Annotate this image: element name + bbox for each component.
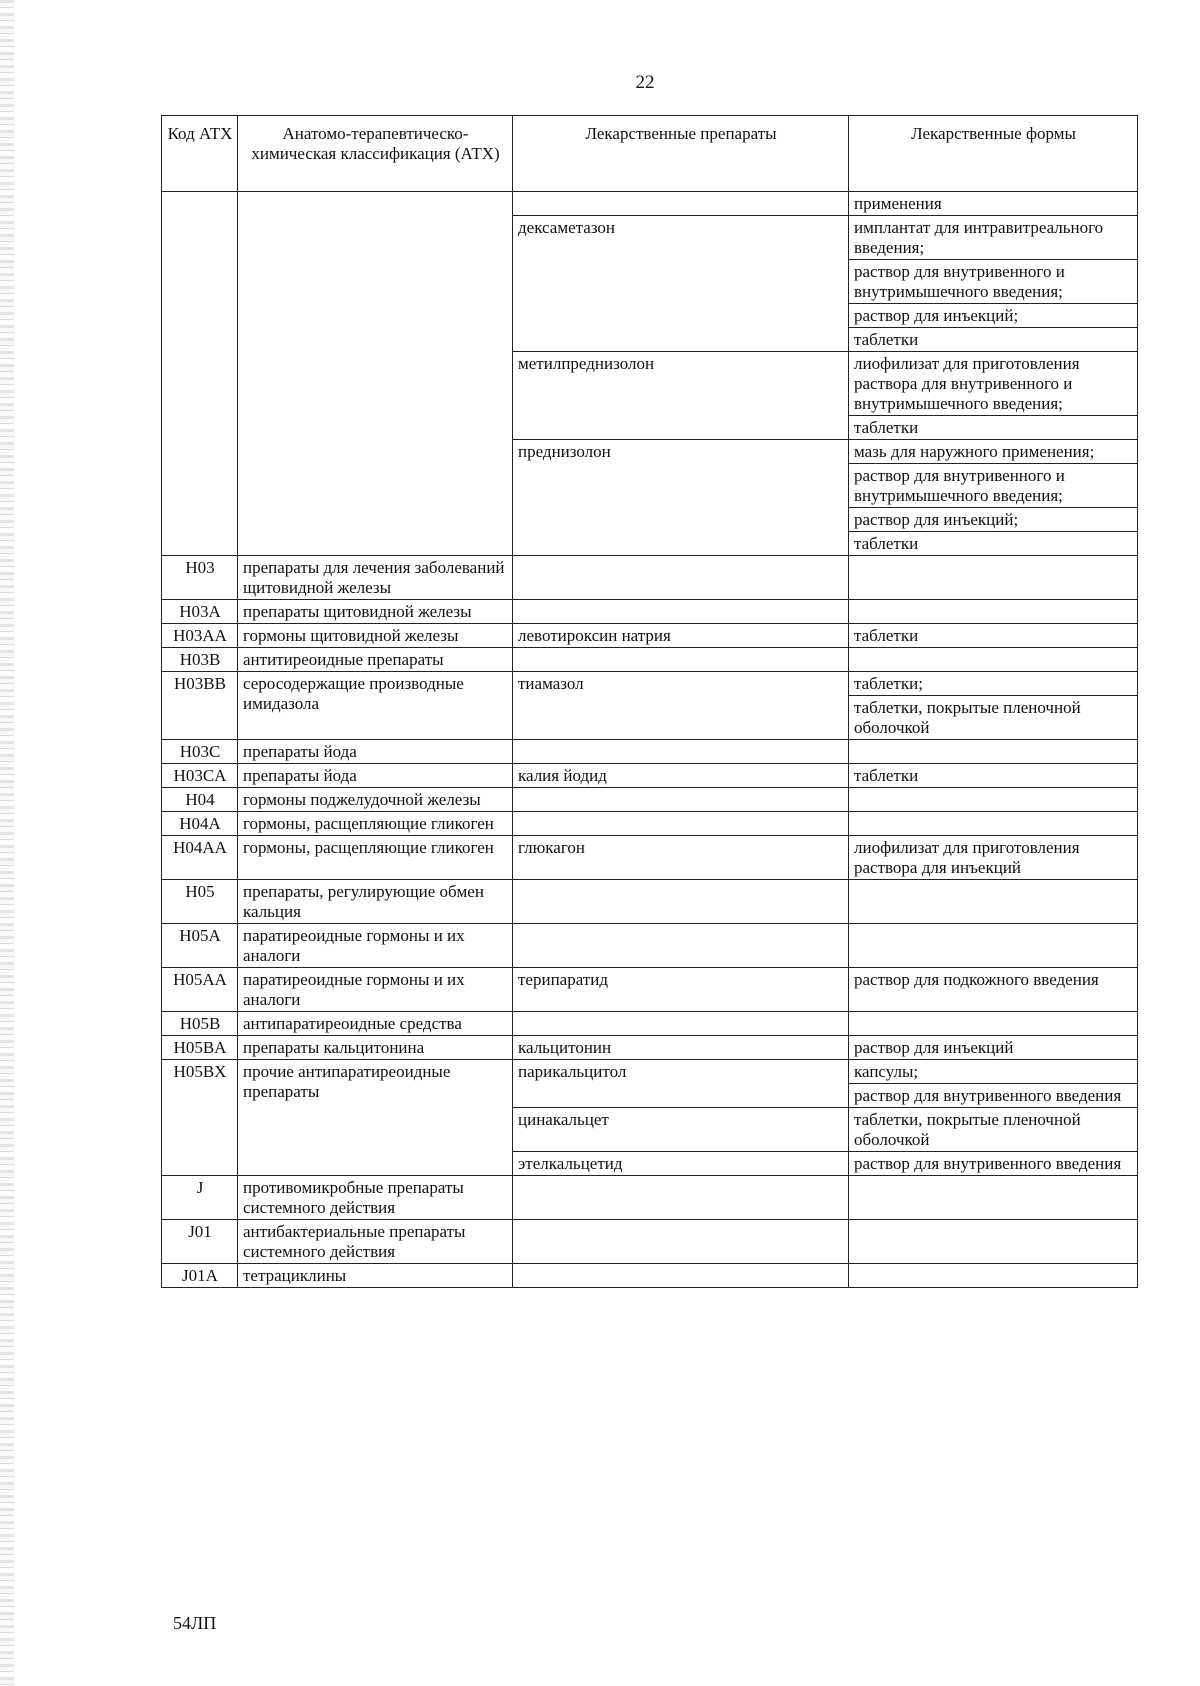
table-row [162,672,1138,696]
classification-cell: серосодержащие производные имидазола [238,672,513,740]
header-code: Код АТХ [162,116,238,192]
header-forms: Лекарственные формы [849,116,1138,192]
dosage-form-cell: таблетки [849,328,1138,352]
atx-code-cell: H05A [162,924,238,968]
page-number: 22 [635,72,655,93]
drug-cell: дексаметазон [513,216,849,352]
table-row [162,1220,1138,1264]
atx-table [161,115,1138,1288]
table-header-row [162,116,1138,192]
drug-cell: глюкагон [513,836,849,880]
atx-code-cell: H04A [162,812,238,836]
table-row [162,1264,1138,1288]
atx-code-cell: H05B [162,1012,238,1036]
dosage-form-cell: раствор для подкожного введения [849,968,1138,1012]
drug-cell: этелкальцетид [513,1152,849,1176]
dosage-form-cell: таблетки; [849,672,1138,696]
table-row [162,648,1138,672]
drug-cell [513,740,849,764]
dosage-form-cell: таблетки [849,532,1138,556]
drug-cell [513,880,849,924]
atx-code-cell: H03BB [162,672,238,740]
classification-cell [238,192,513,556]
header-classification: Анатомо-терапевтическо-химическая классификация (АТХ) [238,116,513,192]
table-row [162,556,1138,600]
table-row [162,924,1138,968]
atx-code-cell: H05 [162,880,238,924]
classification-cell: паратиреоидные гормоны и их аналоги [238,924,513,968]
classification-cell: препараты йода [238,764,513,788]
table-row [162,764,1138,788]
atx-code-cell: H04 [162,788,238,812]
dosage-form-cell [849,740,1138,764]
drug-cell: тиамазол [513,672,849,740]
atx-code-cell: H03AA [162,624,238,648]
dosage-form-cell: раствор для внутривенного введения [849,1084,1138,1108]
dosage-form-cell: таблетки [849,416,1138,440]
atx-code-cell: H03C [162,740,238,764]
dosage-form-cell: раствор для инъекций [849,1036,1138,1060]
drug-cell [513,600,849,624]
drug-cell [513,1012,849,1036]
classification-cell: препараты щитовидной железы [238,600,513,624]
table-row [162,812,1138,836]
table-row [162,1060,1138,1084]
dosage-form-cell [849,1012,1138,1036]
classification-cell: прочие антипаратиреоидные препараты [238,1060,513,1176]
classification-cell: гормоны поджелудочной железы [238,788,513,812]
drug-cell [513,1220,849,1264]
drug-cell: преднизолон [513,440,849,556]
drug-cell [513,788,849,812]
dosage-form-cell [849,1264,1138,1288]
classification-cell: препараты кальцитонина [238,1036,513,1060]
dosage-form-cell: раствор для внутривенного введения [849,1152,1138,1176]
dosage-form-cell: мазь для наружного применения; [849,440,1138,464]
table-row [162,1176,1138,1220]
atx-code-cell [162,192,238,556]
drug-cell: левотироксин натрия [513,624,849,648]
dosage-form-cell: капсулы; [849,1060,1138,1084]
drug-cell: метилпреднизолон [513,352,849,440]
classification-cell: гормоны, расщепляющие гликоген [238,812,513,836]
dosage-form-cell: имплантат для интравитреального введения; [849,216,1138,260]
dosage-form-cell: раствор для внутривенного и внутримышечного введения; [849,464,1138,508]
dosage-form-cell [849,880,1138,924]
dosage-form-cell [849,556,1138,600]
classification-cell: паратиреоидные гормоны и их аналоги [238,968,513,1012]
classification-cell: противомикробные препараты системного действия [238,1176,513,1220]
classification-cell: антитиреоидные препараты [238,648,513,672]
table-row [162,740,1138,764]
dosage-form-cell [849,924,1138,968]
classification-cell: препараты, регулирующие обмен кальция [238,880,513,924]
classification-cell: антибактериальные препараты системного действия [238,1220,513,1264]
table-row [162,1036,1138,1060]
dosage-form-cell [849,788,1138,812]
atx-code-cell: H03CA [162,764,238,788]
table-row [162,1012,1138,1036]
drug-cell [513,192,849,216]
drug-cell [513,1264,849,1288]
atx-code-cell: J01A [162,1264,238,1288]
drug-cell [513,924,849,968]
header-drugs: Лекарственные препараты [513,116,849,192]
table-row [162,968,1138,1012]
table-row [162,880,1138,924]
classification-cell: антипаратиреоидные средства [238,1012,513,1036]
table-row [162,836,1138,880]
classification-cell: препараты для лечения заболеваний щитовидной железы [238,556,513,600]
dosage-form-cell: таблетки, покрытые пленочной оболочкой [849,1108,1138,1152]
classification-cell: гормоны щитовидной железы [238,624,513,648]
atx-code-cell: J [162,1176,238,1220]
dosage-form-cell [849,1176,1138,1220]
drug-cell [513,812,849,836]
atx-code-cell: H03A [162,600,238,624]
drug-cell: цинакальцет [513,1108,849,1152]
dosage-form-cell: раствор для инъекций; [849,508,1138,532]
atx-code-cell: H05AA [162,968,238,1012]
table-row [162,192,1138,216]
dosage-form-cell: таблетки [849,764,1138,788]
classification-cell: гормоны, расщепляющие гликоген [238,836,513,880]
table-row [162,788,1138,812]
document-code: 54ЛП [173,1613,217,1633]
drug-cell: парикальцитол [513,1060,849,1108]
dosage-form-cell [849,1220,1138,1264]
atx-code-cell: H04AA [162,836,238,880]
drug-cell: кальцитонин [513,1036,849,1060]
atx-code-cell: H03 [162,556,238,600]
table-row [162,600,1138,624]
drug-cell: терипаратид [513,968,849,1012]
classification-cell: препараты йода [238,740,513,764]
dosage-form-cell: лиофилизат для приготовления раствора для внутривенного и внутримышечного введения; [849,352,1138,416]
dosage-form-cell [849,648,1138,672]
drug-cell [513,648,849,672]
drug-cell [513,556,849,600]
atx-code-cell: H05BX [162,1060,238,1176]
table-row [162,624,1138,648]
dosage-form-cell: раствор для инъекций; [849,304,1138,328]
classification-cell: тетрациклины [238,1264,513,1288]
atx-code-cell: H05BA [162,1036,238,1060]
drug-cell: калия йодид [513,764,849,788]
atx-code-cell: H03B [162,648,238,672]
scan-edge [0,0,14,1686]
dosage-form-cell: таблетки, покрытые пленочной оболочкой [849,696,1138,740]
dosage-form-cell [849,600,1138,624]
atx-code-cell: J01 [162,1220,238,1264]
drug-cell [513,1176,849,1220]
dosage-form-cell [849,812,1138,836]
dosage-form-cell: таблетки [849,624,1138,648]
dosage-form-cell: раствор для внутривенного и внутримышечного введения; [849,260,1138,304]
dosage-form-cell: лиофилизат для приготовления раствора для инъекций [849,836,1138,880]
table-body [162,192,1138,1288]
dosage-form-cell: применения [849,192,1138,216]
